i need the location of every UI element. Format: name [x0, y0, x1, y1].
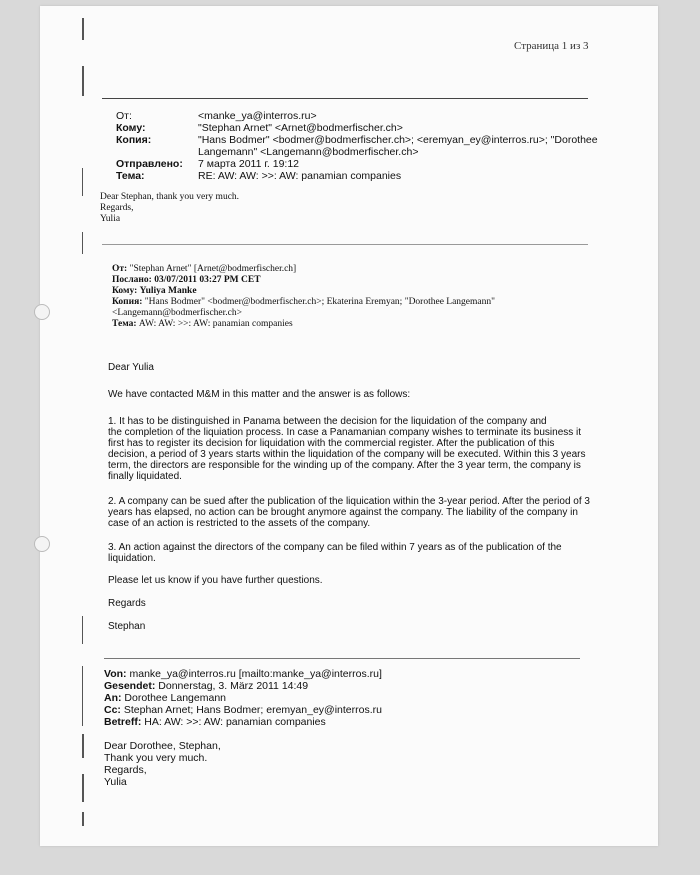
- quoted1-cc-1: Копия: "Hans Bodmer" <bodmer@bodmerfischer.ch>; Ekaterina Eremyan; "Dorothee Langemann": [112, 297, 496, 307]
- margin-mark: [82, 66, 84, 96]
- cc-value-2: Langemann" <Langemann@bodmerfischer.ch>: [198, 146, 419, 158]
- p2-line: case of an action is restricted to the assets of the company.: [108, 518, 371, 529]
- quoted2-line: Thank you very much.: [104, 752, 208, 764]
- p2-line: 2. A company can be sued after the publication of the liquication within the 3-year period. After the period of 3: [108, 496, 590, 507]
- margin-mark: [82, 812, 84, 826]
- punch-hole: [34, 536, 50, 552]
- p1-line: decision, a period of 3 years starts within the liquidation of the company will be executed. Within this 3 years: [108, 449, 586, 460]
- p1-line: 1. It has to be distinguished in Panama between the decision for the liquidation of the company and: [108, 416, 547, 427]
- margin-mark: [82, 232, 83, 254]
- signature: Stephan: [108, 621, 146, 632]
- regards: Regards: [108, 598, 146, 609]
- quoted1-from: От: "Stephan Arnet" [Arnet@bodmerfischer.ch]: [112, 264, 297, 274]
- p3-line: liquidation.: [108, 553, 156, 564]
- quoted2-gesendet: Gesendet: Donnerstag, 3. März 2011 14:49: [104, 680, 309, 692]
- subject-value: RE: AW: AW: >>: AW: panamian companies: [198, 170, 402, 182]
- from-label: От:: [116, 110, 132, 122]
- p1-line: first has to register its decision for liquidation with the commercial register. After the publication of this: [108, 438, 555, 449]
- quoted2-line: Dear Dorothee, Stephan,: [104, 740, 221, 752]
- to-label: Кому:: [116, 122, 146, 134]
- p1-line: term, the directors are responsible for the winding up of the company. After the 3 year term, the company is: [108, 460, 581, 471]
- quoted2-an: An: Dorothee Langemann: [104, 692, 226, 704]
- p3-line: 3. An action against the directors of the company can be filed within 7 years as of the publication of the: [108, 542, 562, 553]
- quoted2-line: Yulia: [104, 776, 127, 788]
- reply1-line: Regards,: [100, 203, 134, 213]
- p1-line: the completion of the liquiation process. In case a Panamanian company wishes to terminate its business it: [108, 427, 582, 438]
- from-value: <manke_ya@interros.ru>: [198, 110, 317, 122]
- scanned-page: [40, 6, 658, 846]
- sent-label: Отправлено:: [116, 158, 183, 170]
- to-value: "Stephan Arnet" <Arnet@bodmerfischer.ch>: [198, 122, 403, 134]
- margin-mark: [82, 616, 83, 644]
- quoted2-von: Von: manke_ya@interros.ru [mailto:manke_ya@interros.ru]: [104, 668, 382, 680]
- sent-value: 7 марта 2011 г. 19:12: [198, 158, 300, 170]
- quoted2-betreff: Betreff: HA: AW: >>: AW: panamian companies: [104, 716, 326, 728]
- margin-mark: [82, 18, 84, 40]
- quote-divider: [104, 658, 580, 659]
- quoted2-line: Regards,: [104, 764, 147, 776]
- cc-value-1: "Hans Bodmer" <bodmer@bodmerfischer.ch>; <eremyan_ey@interros.ru>; "Dorothee: [198, 134, 598, 146]
- p1-line: finally liquidated.: [108, 471, 182, 482]
- punch-hole: [34, 304, 50, 320]
- quoted1-subject: Тема: AW: AW: >>: AW: panamian companies: [112, 319, 293, 329]
- greeting: Dear Yulia: [108, 362, 154, 373]
- header-divider: [102, 98, 588, 99]
- reply1-line: Yulia: [100, 214, 121, 224]
- quoted2-cc: Cc: Stephan Arnet; Hans Bodmer; eremyan_ey@interros.ru: [104, 704, 382, 716]
- quote-divider: [102, 244, 588, 245]
- quoted1-sent: Послано: 03/07/2011 03:27 PM CET: [112, 275, 261, 285]
- closing-question: Please let us know if you have further questions.: [108, 575, 323, 586]
- margin-mark: [82, 666, 83, 726]
- page-number: Страница 1 из 3: [514, 40, 589, 52]
- subject-label: Тема:: [116, 170, 145, 182]
- intro: We have contacted M&M in this matter and the answer is as follows:: [108, 389, 411, 400]
- cc-label: Копия:: [116, 134, 152, 146]
- margin-mark: [82, 774, 84, 802]
- quoted1-cc-2: <Langemann@bodmerfischer.ch>: [112, 308, 242, 318]
- reply1-line: Dear Stephan, thank you very much.: [100, 192, 240, 202]
- margin-mark: [82, 734, 84, 758]
- quoted1-to: Кому: Yuliya Manke: [112, 286, 197, 296]
- p2-line: years has elapsed, no action can be brought anymore against the company. The liability of the company in: [108, 507, 578, 518]
- margin-mark: [82, 168, 83, 196]
